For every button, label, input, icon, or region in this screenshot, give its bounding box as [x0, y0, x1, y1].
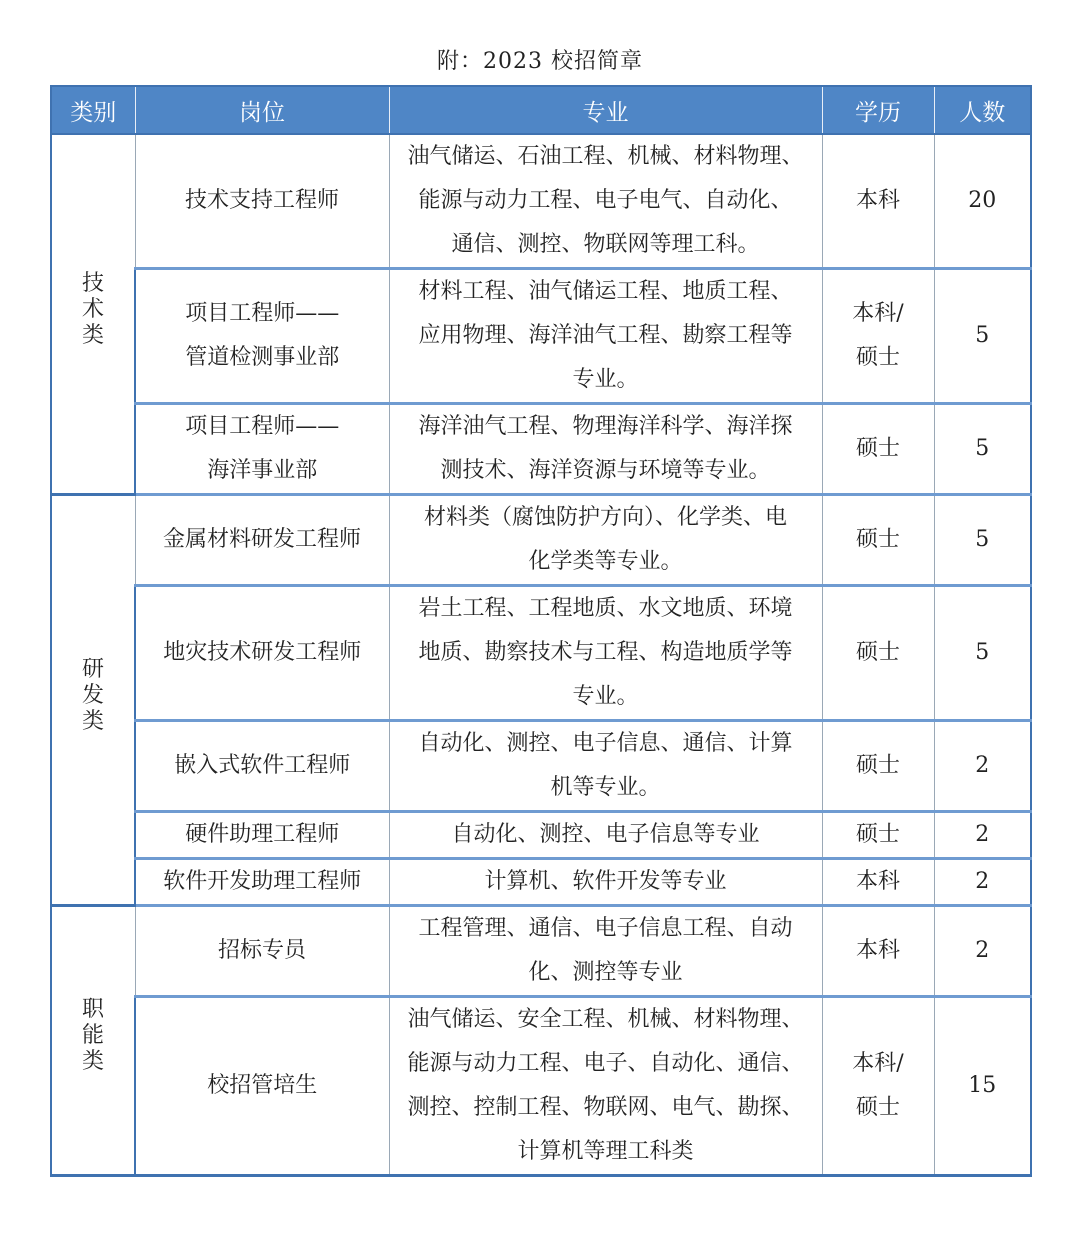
table-row: [51, 495, 1031, 586]
position-text: 嵌入式软件工程师: [174, 753, 351, 778]
position-text: 硬件助理工程师: [185, 822, 340, 847]
degree-cell: [822, 721, 934, 812]
position-cell: [135, 859, 389, 906]
major-text: 能源与动力工程、电子电气、自动化、: [418, 188, 793, 213]
category-label: 技术类: [81, 270, 104, 348]
degree-cell: [822, 269, 934, 404]
degree-cell: [822, 586, 934, 721]
count-cell: 5: [934, 404, 1031, 495]
major-cell: [389, 404, 822, 495]
major-text: 化学类等专业。: [528, 549, 683, 574]
major-text: 测技术、海洋资源与环境等专业。: [440, 458, 771, 483]
table-row: [51, 859, 1031, 906]
major-text: 专业。: [572, 367, 639, 392]
position-text: 海洋事业部: [207, 458, 318, 483]
major-text: 能源与动力工程、电子、自动化、通信、: [407, 1051, 804, 1076]
major-cell: [389, 997, 822, 1176]
degree-text: 硕士: [855, 753, 900, 778]
major-text: 应用物理、海洋油气工程、勘察工程等: [418, 323, 793, 348]
degree-text: 硕士: [855, 436, 900, 461]
table-body: [51, 134, 1031, 1176]
table-row: [51, 906, 1031, 997]
major-text: 通信、测控、物联网等理工科。: [451, 232, 760, 257]
position-cell: [135, 812, 389, 859]
degree-cell: [822, 495, 934, 586]
degree-text: 硕士: [855, 345, 900, 370]
degree-cell: [822, 404, 934, 495]
position-cell: [135, 586, 389, 721]
table-row: [51, 269, 1031, 404]
count-cell: 2: [934, 906, 1031, 997]
major-text: 自动化、测控、电子信息、通信、计算: [418, 731, 793, 756]
major-text: 计算机等理工科类: [517, 1139, 694, 1164]
degree-text: 硕士: [855, 1095, 900, 1120]
major-text: 海洋油气工程、物理海洋科学、海洋探: [418, 414, 793, 439]
header-degree: 学历: [822, 86, 934, 134]
header-category: 类别: [51, 86, 135, 134]
position-text: 招标专员: [217, 938, 306, 963]
major-text: 工程管理、通信、电子信息工程、自动: [418, 916, 793, 941]
major-text: 地质、勘察技术与工程、构造地质学等: [418, 640, 793, 665]
degree-cell: [822, 906, 934, 997]
major-text: 自动化、测控、电子信息等专业: [451, 822, 760, 847]
major-text: 机等专业。: [550, 775, 661, 800]
position-text: 项目工程师——: [185, 414, 340, 439]
position-cell: [135, 495, 389, 586]
degree-text: 本科/: [852, 301, 904, 326]
major-cell: [389, 269, 822, 404]
position-text: 校招管培生: [207, 1073, 318, 1098]
position-text: 项目工程师——: [185, 301, 340, 326]
position-cell: [135, 134, 389, 269]
header-major: 专业: [389, 86, 822, 134]
table-row: [51, 586, 1031, 721]
major-text: 化、测控等专业: [528, 960, 683, 985]
major-cell: [389, 495, 822, 586]
position-cell: [135, 997, 389, 1176]
category-label: 研发类: [81, 656, 104, 734]
position-cell: [135, 269, 389, 404]
position-text: 技术支持工程师: [184, 188, 339, 213]
major-cell: [389, 134, 822, 269]
degree-text: 硕士: [855, 640, 900, 665]
count-cell: 5: [934, 269, 1031, 404]
header-count: 人数: [934, 86, 1031, 134]
degree-text: 本科: [855, 938, 900, 963]
table-row: [51, 404, 1031, 495]
major-cell: [389, 586, 822, 721]
recruitment-table: [50, 85, 1032, 1177]
position-cell: [135, 721, 389, 812]
count-cell: 20: [934, 134, 1031, 269]
degree-cell: [822, 812, 934, 859]
degree-text: 硕士: [855, 527, 900, 552]
major-text: 油气储运、安全工程、机械、材料物理、: [407, 1007, 804, 1032]
table-row: [51, 997, 1031, 1176]
category-label: 职能类: [81, 997, 104, 1074]
document-title: 附：2023 校招简章: [437, 49, 643, 74]
major-text: 专业。: [572, 684, 639, 709]
count-cell: 2: [934, 812, 1031, 859]
degree-cell: [822, 134, 934, 269]
major-text: 材料工程、油气储运工程、地质工程、: [418, 279, 793, 304]
table-row: [51, 721, 1031, 812]
degree-cell: [822, 859, 934, 906]
count-cell: 2: [934, 859, 1031, 906]
degree-text: 硕士: [855, 822, 900, 847]
table-row: [51, 134, 1031, 269]
major-cell: [389, 906, 822, 997]
position-text: 软件开发助理工程师: [163, 869, 362, 894]
count-cell: 15: [934, 997, 1031, 1176]
degree-text: 本科/: [852, 1051, 904, 1076]
major-cell: [389, 721, 822, 812]
position-text: 金属材料研发工程师: [162, 527, 361, 552]
category-cell: [51, 906, 135, 1176]
header-position: 岗位: [135, 86, 389, 134]
category-cell: [51, 134, 135, 495]
count-cell: 5: [934, 495, 1031, 586]
major-text: 测控、控制工程、物联网、电气、勘探、: [407, 1095, 804, 1120]
table-row: [51, 812, 1031, 859]
major-text: 材料类（腐蚀防护方向）、化学类、电: [423, 505, 787, 530]
position-text: 管道检测事业部: [185, 345, 340, 370]
major-cell: [389, 859, 822, 906]
position-text: 地灾技术研发工程师: [163, 640, 362, 665]
degree-text: 本科: [855, 869, 900, 894]
position-cell: [135, 404, 389, 495]
category-cell: [51, 495, 135, 906]
table-header-row: [51, 86, 1031, 134]
count-cell: 2: [934, 721, 1031, 812]
degree-cell: [822, 997, 934, 1176]
count-cell: 5: [934, 586, 1031, 721]
degree-text: 本科: [855, 188, 900, 213]
major-text: 计算机、软件开发等专业: [484, 869, 727, 894]
major-text: 油气储运、石油工程、机械、材料物理、: [407, 144, 804, 169]
major-text: 岩土工程、工程地质、水文地质、环境: [418, 596, 793, 621]
major-cell: [389, 812, 822, 859]
position-cell: [135, 906, 389, 997]
